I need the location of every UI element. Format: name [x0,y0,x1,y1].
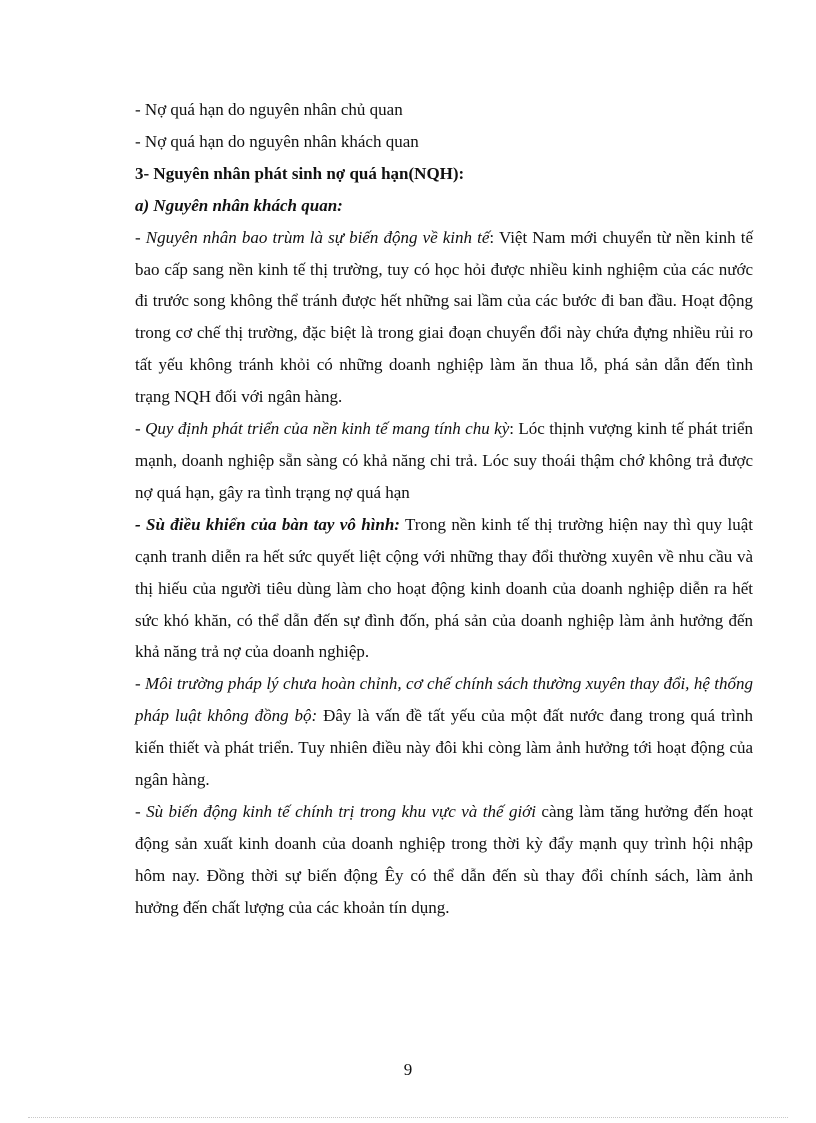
paragraph-lead: - Môi trường pháp lý chưa hoàn chỉnh, cơ chế chính sách thường xuyên thay đổi, hệ thống pháp luật không đồng bộ: [135,674,753,726]
paragraph-lead: - Sù biến động kinh tế chính trị trong khu vực và thế giới [135,801,536,821]
paragraph-lead: - Sù điều khiển của bàn tay vô hình: [135,514,400,534]
page-content [135,94,753,924]
paragraph-economic-fluctuation [135,222,753,413]
page-number: 9 [403,1060,413,1079]
paragraph-legal-environment [135,668,753,796]
bullet-line-objective: - Nợ quá hạn do nguyên nhân khách quan [135,131,419,151]
paragraph-body: : Việt Nam mới chuyển từ nền kinh tế bao cấp sang nền kinh tế thị trường, tuy có học hỏi được nhiều kinh nghiệm của các nước đi trước song không thể tránh được hết những sai lầm của các bước đi ban đầu. Hoạt động trong cơ chế thị trường, đặc biệt là trong giai đoạn chuyển đổi này chứa đựng nhiều rủi ro tất yếu không tránh khỏi có những doanh nghiệp làm ăn thua lỗ, phá sản dẫn đến tình trạng NQH đối với ngân hàng. [135,227,754,407]
paragraph-economic-cycle [135,413,753,509]
section-heading: 3- Nguyên nhân phát sinh nợ quá hạn(NQH): [135,163,465,183]
footer-dotted-rule [28,1117,788,1118]
paragraph-regional-politics [135,796,753,924]
paragraph-body: Trong nền kinh tế thị trường hiện nay thì quy luật cạnh tranh diễn ra hết sức quyết liệt cộng với những thay đổi thường xuyên về nhu cầu và thị hiếu của người tiêu dùng làm cho hoạt động kinh doanh của doanh nghiệp diễn ra hết sức khó khăn, có thể dẫn đến sự đình đốn, phá sản của doanh nghiệp làm ảnh hưởng đến khả năng trả nợ của doanh nghiệp. [135,514,753,662]
paragraph-body: Đây là vấn đề tất yếu của một đất nước đang trong quá trình kiến thiết và phát triển. Tuy nhiên điều này đôi khi còng làm ảnh hưởng tới hoạt động của ngân hàng. [135,706,754,790]
paragraph-lead: - Nguyên nhân bao trùm là sự biến động về kinh tế [135,227,490,247]
section-subheading: a) Nguyên nhân khách quan: [135,195,343,215]
bullet-line-subjective: - Nợ quá hạn do nguyên nhân chủ quan [135,100,403,119]
paragraph-invisible-hand [135,509,753,669]
paragraph-body: : Lóc thịnh vượng kinh tế phát triển mạnh, doanh nghiệp sẵn sàng có khả năng chi trả. Lóc suy thoái thậm chớ không trả được nợ quá hạn, gây ra tình trạng nợ quá hạn [135,419,754,502]
paragraph-body: càng làm tăng hưởng đến hoạt động sản xuất kinh doanh của doanh nghiệp trong thời kỳ đẩy mạnh quy trình hội nhập hôm nay. Đồng thời sự biến động Êy có thể dẫn đến sù thay đổi chính sách, làm ảnh hưởng đến chất lượng của các khoản tín dụng. [135,801,753,917]
paragraph-lead: - Quy định phát triển của nền kinh tế mang tính chu kỳ [135,419,510,439]
